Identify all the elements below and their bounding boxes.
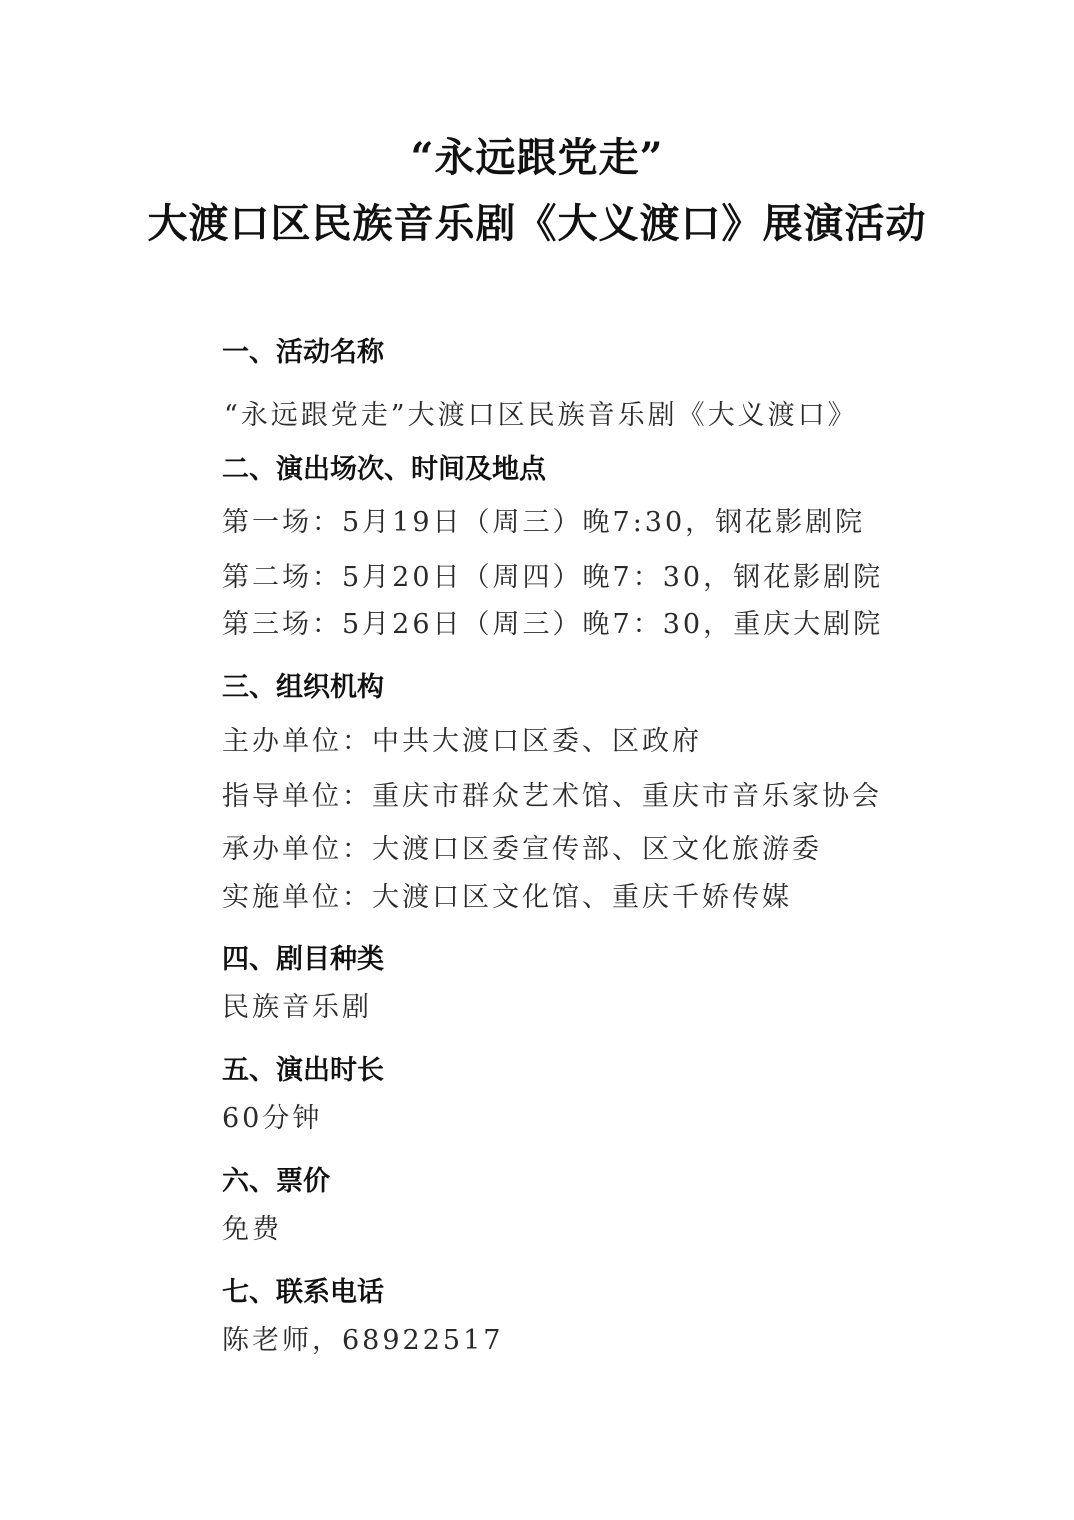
section-heading-activity-name: 一、活动名称 bbox=[222, 337, 384, 368]
section-heading-ticket-price: 六、票价 bbox=[222, 1166, 330, 1197]
schedule-line-1: 第一场：5月19日（周三）晚7:30，钢花影剧院 bbox=[222, 507, 866, 538]
section-heading-contact: 七、联系电话 bbox=[222, 1277, 384, 1308]
schedule-line-3: 第三场：5月26日（周三）晚7：30，重庆大剧院 bbox=[222, 609, 884, 640]
duration-text: 60分钟 bbox=[222, 1103, 323, 1134]
section-heading-genre: 四、剧目种类 bbox=[222, 944, 384, 975]
section-heading-duration: 五、演出时长 bbox=[222, 1055, 384, 1086]
activity-name-text: “永远跟党走”大渡口区民族音乐剧《大义渡口》 bbox=[224, 400, 858, 431]
section-heading-schedule: 二、演出场次、时间及地点 bbox=[222, 454, 546, 485]
ticket-price-text: 免费 bbox=[222, 1214, 282, 1245]
genre-text: 民族音乐剧 bbox=[222, 992, 372, 1023]
schedule-line-2: 第二场：5月20日（周四）晚7：30，钢花影剧院 bbox=[222, 562, 884, 593]
organization-implementer: 实施单位：大渡口区文化馆、重庆千娇传媒 bbox=[222, 882, 792, 913]
organization-guide: 指导单位：重庆市群众艺术馆、重庆市音乐家协会 bbox=[222, 781, 882, 812]
document-title-line-1: “永远跟党走” bbox=[410, 134, 664, 181]
document-title-line-2: 大渡口区民族音乐剧《大义渡口》展演活动 bbox=[147, 200, 927, 247]
section-heading-organization: 三、组织机构 bbox=[222, 672, 384, 703]
organization-host: 主办单位：中共大渡口区委、区政府 bbox=[222, 726, 702, 757]
organization-organizer: 承办单位：大渡口区委宣传部、区文化旅游委 bbox=[222, 834, 822, 865]
contact-text: 陈老师，68922517 bbox=[222, 1325, 504, 1356]
